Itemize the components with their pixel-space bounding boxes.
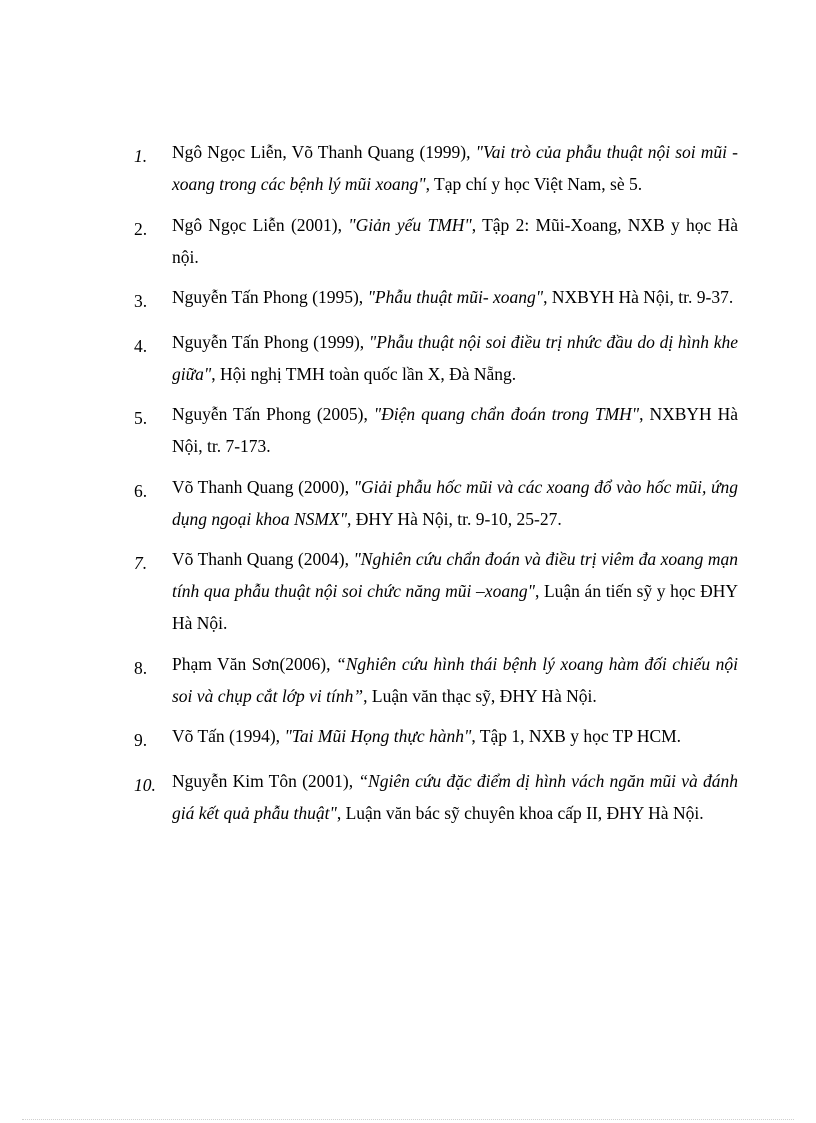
reference-authors: Võ Thanh Quang (2000), [172,476,354,497]
reference-item [0,543,816,639]
reference-authors: Võ Thanh Quang (2004), [172,549,354,569]
reference-title: "Giải phẫu hốc mũi và các xoang đổ vào hốc mũi, ứng dụng ngoại khoa NSMX" [172,476,738,529]
reference-title: “Nghiên cứu hình thái bệnh lý xoang hàm đối chiếu nội soi và chụp cắt lớp vi tính” [172,653,739,706]
reference-title: “Ngiên cứu đặc điểm dị hình vách ngăn mũi và đánh giá kết quả phẫu thuật" [172,770,738,823]
reference-authors: Nguyễn Tấn Phong (1995), [172,287,368,307]
reference-number: 10. [134,774,156,795]
reference-source: , NXBYH Hà Nội, tr. 9-37. [543,287,734,307]
reference-authors: Nguyễn Kim Tôn (2001), [172,770,359,791]
page-bottom-divider [22,1119,794,1120]
reference-number: 5. [134,408,148,428]
reference-text [172,136,738,200]
reference-authors: Ngô Ngọc Liễn, Võ Thanh Quang (1999), [172,142,476,162]
reference-number: 8. [134,657,148,678]
reference-title: "Phẫu thuật mũi- xoang" [367,287,544,307]
reference-title: "Vai trò của phẫu thuật nội soi mũi - xoang trong các bệnh lý mũi xoang" [172,142,738,194]
reference-item [0,648,816,712]
reference-authors: Phạm Văn Sơn(2006), [172,653,337,674]
reference-item [0,765,816,829]
reference-item [0,281,816,317]
reference-item [0,720,816,756]
reference-item [0,471,816,535]
reference-number: 6. [134,480,148,501]
reference-text [172,398,738,462]
reference-item [0,398,816,462]
reference-authors: Võ Tấn (1994), [172,726,285,746]
reference-number: 9. [134,730,148,750]
reference-source: , Luận văn thạc sỹ, ĐHY Hà Nội. [363,685,597,706]
reference-title: "Tai Mũi Họng thực hành" [284,726,472,746]
reference-number: 4. [134,335,148,356]
reference-authors: Ngô Ngọc Liễn (2001), [172,214,349,235]
reference-source: , ĐHY Hà Nội, tr. 9-10, 25-27. [347,508,562,529]
reference-item [0,136,816,200]
reference-authors: Nguyễn Tấn Phong (1999), [172,331,369,352]
reference-text [172,209,738,273]
reference-title: "Phẫu thuật nội soi điều trị nhức đầu do dị hình khe giữa" [172,331,738,384]
reference-text [172,543,738,639]
reference-source: , Tập 1, NXB y học TP HCM. [471,726,682,746]
reference-source: , Luận án tiến sỹ y học ĐHY Hà Nội. [172,581,738,633]
reference-number: 7. [134,553,148,573]
reference-source: , Hội nghị TMH toàn quốc lần X, Đà Nẵng. [211,363,517,384]
reference-list [0,136,816,837]
reference-title: "Nghiên cứu chẩn đoán và điều trị viêm đa xoang mạn tính qua phẫu thuật nội soi chức năng mũi –xoang" [172,549,738,601]
reference-text [172,326,738,390]
reference-text [172,648,738,712]
reference-authors: Nguyễn Tấn Phong (2005), [172,404,374,424]
reference-source: , Tập 2: Mũi-Xoang, NXB y học Hà nội. [172,214,738,267]
reference-text [172,765,738,829]
reference-text [172,720,738,752]
reference-source: , NXBYH Hà Nội, tr. 7-173. [172,404,739,456]
reference-title: "Giản yếu TMH" [348,214,472,235]
reference-number: 3. [134,291,148,311]
reference-title: "Điện quang chẩn đoán trong TMH" [373,404,640,424]
reference-text [172,471,738,535]
reference-item [0,326,816,390]
reference-number: 1. [134,146,148,166]
reference-source: , Tạp chí y học Việt Nam, sè 5. [425,174,643,194]
reference-source: , Luận văn bác sỹ chuyên khoa cấp II, ĐHY Hà Nội. [336,802,704,823]
reference-item [0,209,816,273]
reference-number: 2. [134,218,148,239]
reference-text [172,281,738,313]
